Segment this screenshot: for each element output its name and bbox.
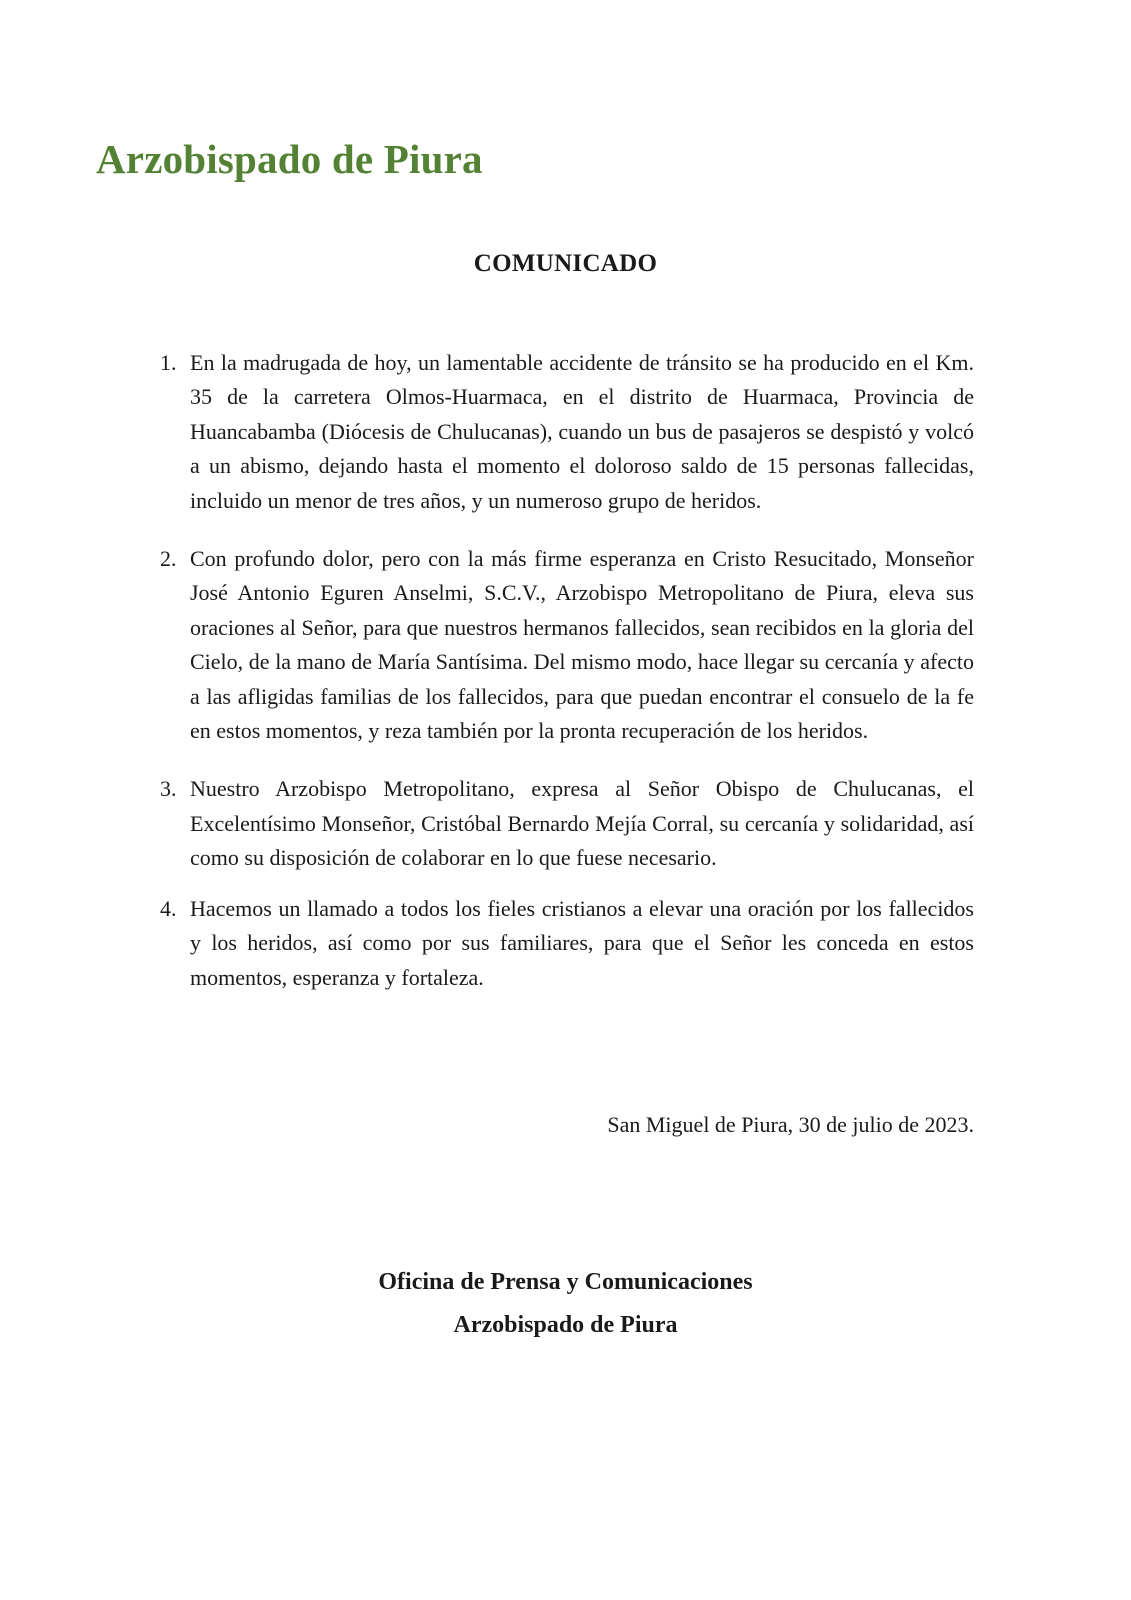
document-title: COMUNICADO [473,250,658,277]
item-number: 4. [160,895,177,921]
item-text: Hacemos un llamado a todos los fieles cristianos a elevar una oración por los fallecidos y los heridos, así como por sus familiares, para que el Señor les conceda en estos momentos, esperanza y fortaleza. [190,895,974,990]
statement-list [160,346,974,995]
date-line: San Miguel de Piura, 30 de julio de 2023. [607,1112,974,1137]
statement-item-1 [160,346,974,518]
signature-office: Oficina de Prensa y Comunicaciones [378,1269,753,1295]
item-text: Con profundo dolor, pero con la más firme esperanza en Cristo Resucitado, Monseñor José Antonio Eguren Anselmi, S.C.V., Arzobispo Metropolitano de Piura, eleva sus oraciones al Señor, para que nuestros hermanos fallecidos, sean recibidos en la gloria del Cielo, de la mano de María Santísima. Del mismo modo, hace llegar su cercanía y afecto a las afligidas familias de los fallecidos, para que puedan encontrar el consuelo de la fe en estos momentos, y reza también por la pronta recuperación de los heridos. [190,546,974,744]
signature-block [0,1261,1131,1347]
item-number: 1. [160,350,177,375]
organization-header: Arzobispado de Piura [96,136,483,182]
item-text: Nuestro Arzobispo Metropolitano, expresa al Señor Obispo de Chulucanas, el Excelentísimo Monseñor, Cristóbal Bernardo Mejía Corral, su cercanía y solidaridad, así como su disposición de colaborar en lo que fuese necesario. [190,776,974,871]
item-number: 3. [160,776,177,802]
item-number: 2. [160,546,177,572]
item-text: En la madrugada de hoy, un lamentable accidente de tránsito se ha producido en el Km. 35 de la carretera Olmos-Huarmaca, en el distrito de Huarmaca, Provincia de Huancabamba (Diócesis de Chulucanas), cuando un bus de pasajeros se despistó y volcó a un abismo, dejando hasta el momento el doloroso saldo de 15 personas fallecidas, incluido un menor de tres años, y un numeroso grupo de heridos. [190,350,974,513]
statement-item-2 [160,542,974,748]
statement-item-4 [160,892,974,995]
signature-organization: Arzobispado de Piura [453,1312,678,1338]
statement-item-3 [160,772,974,875]
